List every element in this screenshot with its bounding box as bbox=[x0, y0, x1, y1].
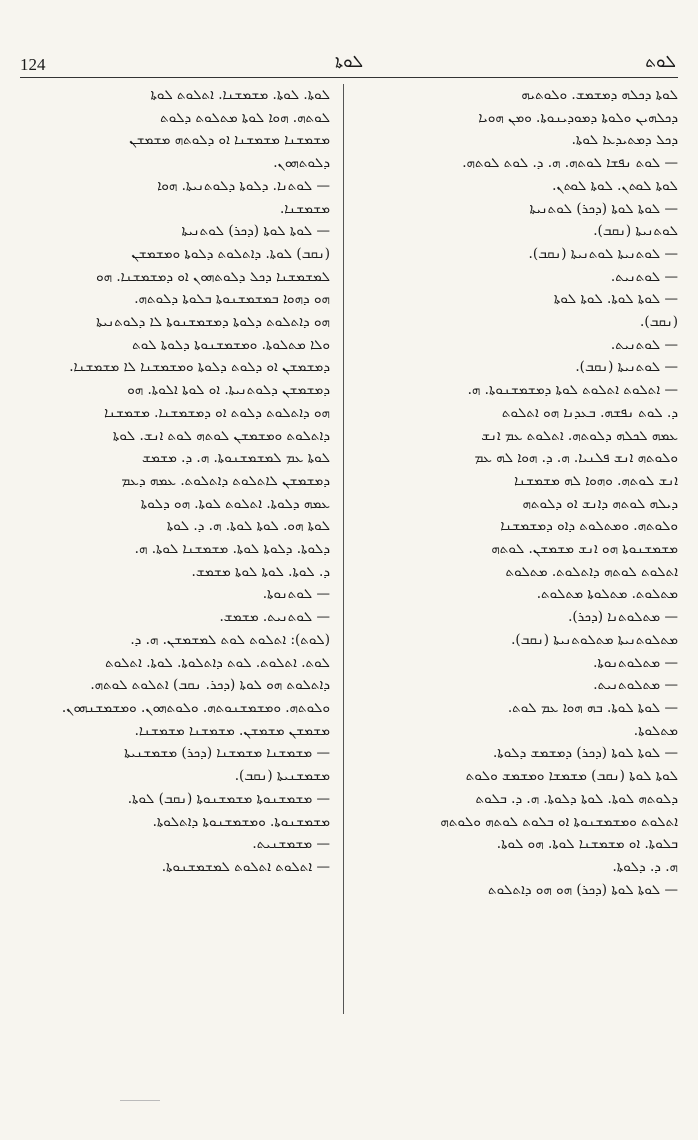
text-line: — ܠܘܬܐ ܠܘܬܐ (ܕܟܪ) ܕܡܫܡܫ ܕܠܘܬܐ. bbox=[493, 745, 678, 762]
text-line: ܘܠܘܬܗ. ܘܡܬܠܘܬ ܕܐܘ ܕܡܫܡܫܢܐ bbox=[500, 518, 678, 535]
text-line: ܡܫܡܫܢܐ ܡܫܡܫܢܐ ܐܘ ܕܠܘܬܗ ܡܫܡܫܢ bbox=[129, 132, 330, 149]
text-line: ܕܝܠܗ ܠܘܬܗ ܕܐܢܫ ܐܘ ܕܠܘܬܗ bbox=[522, 495, 678, 512]
text-line: (ܢܩܒ) ܠܘܬܐ. ܕܐܬܠܘܬ ܕܠܘܬܐ ܘܡܫܡܫܢ bbox=[131, 245, 330, 262]
text-line: ܡܫܡܫܢܐ. bbox=[279, 200, 330, 217]
text-line: ܠܘܬܐ. ܠܘܬܐ. ܡܫܡܫܢܐ. ܐܬܠܘܬ ܠܘܬܐ bbox=[150, 87, 330, 103]
text-line: — ܡܫܡܫܢܘܬܐ ܡܫܡܫܢܘܬܐ (ܢܩܒ) ܠܘܬܐ. bbox=[127, 790, 330, 807]
text-line: ܠܘܬܐ ܗܘ. ܠܘܬܐ ܠܘܬܐ. ܗ. ܕ. ܠܘܬܐ bbox=[166, 518, 330, 535]
text-line: ܕܠܘܬܐ. ܕܠܘܬܐ ܠܘܬܐ. ܡܫܡܫܢܐ ܠܘܬܐ. ܗ. bbox=[134, 541, 330, 558]
text-line: — ܐܬܠܘܬ ܐܬܠܘܬ ܠܘܬܐ ܕܡܫܡܫܢܘܬܐ. ܗ. bbox=[467, 382, 678, 399]
text-line: — ܠܘܬܐ ܠܘܬܐ (ܕܟܪ) ܠܘܬܢܝܬܐ bbox=[181, 223, 330, 240]
text-line: ܗܘ ܕܐܬܠܘܬ ܕܠܘܬܐ ܕܡܫܡܫܢܘܬܐ ܠܐ ܕܠܘܬܢܝܬܐ bbox=[96, 314, 330, 331]
text-line: ܕܡܫܡܫܢ ܐܘ ܕܠܘܬ ܕܠܘܬܐ ܘܡܫܡܫܢܐ ܠܐ ܡܫܡܫܢܐ. bbox=[69, 359, 330, 376]
text-line: — ܐܬܠܘܬ ܐܬܠܘܬ ܠܡܫܡܫܢܘܬܐ. bbox=[161, 858, 330, 875]
text-line: ܘܠܐ ܡܬܠܘܬܐ. ܘܡܫܡܫܢܘܬܐ ܕܠܘܬܐ ܠܘܬ bbox=[132, 336, 330, 353]
text-line: ܥܡܗ ܠܟܠܗ ܕܠܘܬܗ. ܐܬܠܘܬ ܥܡ ܐܢܫ bbox=[481, 427, 678, 444]
text-line: — ܠܘܬܢܘܬܐ. bbox=[262, 586, 330, 603]
text-line: — ܠܘܬܢܐ. ܕܠܘܬܐ ܕܠܘܬܢܝܬܐ. ܗܘܐ bbox=[157, 177, 330, 194]
text-line: — ܠܘܬܐ ܠܘܬܐ. ܒܗ ܗܘܐ ܥܡ ܠܘܬ. bbox=[507, 699, 678, 716]
text-line: — ܠܘܬܢܝܬܐ (ܢܩܒ). bbox=[575, 359, 678, 376]
text-line: ܠܘܬܐ ܠܘܬܐ (ܢܩܒ) ܡܫܡܫܐ ܘܡܫܡܫ ܘܠܘܬ bbox=[465, 768, 678, 785]
running-title: ܠܘܬܐ bbox=[334, 52, 364, 72]
text-line: ܗܘ ܕܗܘܐ ܒܡܫܡܫܢܘܬܐ ܒܠܘܬܐ ܕܠܘܬܗ. bbox=[134, 291, 330, 308]
text-line: — ܡܬܠܘܬܢܘܬܐ. bbox=[593, 654, 678, 671]
text-line: ܘܠܘܬܗ. ܘܡܫܡܫܢܘܬܗ. ܘܠܘܬܗܘܢ. ܘܡܫܡܫܢܗܘܢ. bbox=[61, 699, 330, 716]
text-line: ܥܡܗ ܕܠܘܬܐ. ܐܬܠܘܬ ܠܘܬܐ. ܗܘ ܕܠܘܬܐ bbox=[140, 495, 330, 512]
text-line: ܕܟܠ ܕܡܬܝܕܥܐ ܠܘܬܐ. bbox=[571, 132, 678, 149]
text-line: ܕ. ܠܘܬܐ. ܠܘܬܐ ܠܘܬܐ ܡܫܡܫ. bbox=[191, 563, 330, 580]
text-line: ܡܫܡܫܢܝܬܐ (ܢܩܒ). bbox=[234, 768, 330, 785]
text-line: ܕܟܠܗܝܢ ܘܠܘܬܐ ܕܡܘܕܝܢܘܬܐ. ܘܡܢ ܗܘܝܐ bbox=[478, 109, 678, 126]
text-line: ܐܬܠܘܬ ܘܡܫܡܫܢܘܬܐ ܐܘ ܒܠܘܬ ܠܘܬܗ ܘܠܘܬܗ bbox=[440, 813, 678, 830]
text-line: ܠܘܬ. ܐܬܠܘܬ. ܠܘܬ ܕܐܬܠܘܬܐ. ܠܘܬܐ. ܐܬܠܘܬ bbox=[105, 654, 330, 671]
text-line: ܠܘܬܗ. ܗܘܐ ܠܘܬܐ ܡܬܠܘܬ ܕܠܘܬ bbox=[160, 109, 330, 126]
column-divider bbox=[343, 84, 344, 1014]
text-line: ܗ. ܕ. ܕܠܘܬܐ. bbox=[612, 858, 678, 875]
running-title-right: ܠܘܬ bbox=[645, 52, 676, 72]
text-line: ܡܫܡܫܢܘܬܐ ܗܘ ܐܢܫ ܡܫܡܫܢ. ܠܘܬܗ bbox=[491, 541, 678, 558]
text-line: — ܡܬܠܘܬܢܝܬ. bbox=[593, 677, 678, 694]
text-line: ܕܐܬܠܘܬ ܗܘ ܠܘܬܐ (ܕܟܪ. ܢܩܒ) ܐܬܠܘܬ ܠܘܬܗ. bbox=[90, 677, 330, 694]
text-line: ܐܬܠܘܬ ܠܘܬܗ ܕܐܬܠܘܬ. ܡܬܠܘܬ bbox=[505, 563, 678, 580]
text-line: ܕܡܫܡܫܢ ܠܐܬܠܘܬ ܕܐܬܠܘܬ. ܥܡܗ ܕܥܡ bbox=[121, 472, 330, 489]
text-line: ܠܡܫܡܫܢܐ ܕܟܠ ܕܠܘܬܗܘܢ ܐܘ ܕܡܫܡܫܢܐ. ܗܘ bbox=[96, 268, 330, 285]
text-line: ܡܬܠܘܬܐ. bbox=[633, 722, 678, 739]
text-line: — ܡܬܠܘܬܢܐ (ܕܟܪ). bbox=[568, 609, 678, 626]
right-column bbox=[356, 84, 678, 901]
text-line: ܡܬܠܘܬ. ܡܬܠܘܬܐ ܡܬܠܘܬ. bbox=[536, 586, 678, 603]
text-line: — ܡܫܡܫܢܝܬ. bbox=[252, 836, 330, 853]
text-line: — ܠܘܬ ܢܦܫܐ ܠܘܬܗ. ܗ. ܕ. ܠܘܬ ܠܘܬܗ. bbox=[462, 155, 678, 172]
text-line: ܕ. ܠܘܬ ܢܦܫܗ. ܒܥܕܢܐ ܗܘ ܐܬܠܘܬ bbox=[501, 404, 678, 421]
text-line: ܕܐܬܠܘܬ ܘܡܫܡܫܢ ܠܘܬܗ ܠܘܬ ܐܢܫ. ܠܘܬܐ bbox=[112, 427, 330, 444]
text-line: ܠܘܬܐ ܠܘܬܢ. ܠܘܬܐ ܠܘܬܢ. bbox=[552, 177, 678, 194]
text-line: ܠܘܬܐ ܕܟܠܗ ܕܡܫܡܫ. ܘܠܘܬܝܗ bbox=[521, 87, 678, 103]
text-line: ܒܠܘܬܐ. ܐܘ ܡܫܡܫܢܐ ܠܘܬܐ. ܗܘ ܠܘܬܐ. bbox=[496, 836, 678, 853]
text-line: — ܠܘܬܐ ܠܘܬܐ (ܕܟܪ) ܠܘܬܢܝܬܐ bbox=[529, 200, 678, 217]
text-line: — ܠܘܬܢܝܬ. ܡܫܡܫ. bbox=[219, 609, 330, 626]
text-line: — ܠܘܬܢܝܬ. bbox=[610, 336, 678, 353]
text-line: — ܠܘܬܢܝܬ. bbox=[610, 268, 678, 285]
text-line: ܕܡܫܡܫܢ ܕܠܘܬܢܝܬܐ. ܐܘ ܠܘܬܐ ܐܠܘܬܐ. ܗܘ bbox=[127, 382, 330, 399]
text-line: — ܠܘܬܐ ܠܘܬܐ (ܕܟܪ) ܗܘ ܗܘ ܕܐܬܠܘܬ bbox=[488, 881, 678, 898]
text-line: ܐܢܫ ܠܘܬܗ. ܘܗܘܐ ܠܗ ܡܫܡܫܢܐ bbox=[514, 472, 678, 489]
page-number: 124 bbox=[20, 55, 46, 74]
text-line: ܗܘ ܕܐܬܠܘܬ ܕܠܘܬ ܐܘ ܕܡܫܡܫܢܐ. ܡܫܡܫܢܐ bbox=[104, 404, 330, 421]
bottom-mark bbox=[120, 1100, 160, 1101]
text-line: ܡܫܡܫܢܘܬܐ. ܘܡܫܡܫܢܘܬܐ ܕܐܬܠܘܬܐ. bbox=[152, 813, 330, 830]
text-line: ܕܠܘܬܗ ܠܘܬܐ. ܠܘܬܐ ܕܠܘܬܐ. ܗ. ܕ. ܒܠܘܬ bbox=[475, 790, 678, 807]
text-line: — ܠܘܬܐ ܠܘܬܐ. ܠܘܬܐ ܠܘܬܐ bbox=[553, 291, 678, 308]
text-line: ܘܠܘܬܗ ܐܢܫ ܦܠܢܝܐ. ܗ. ܕ. ܗܘܐ ܠܗ ܥܡ bbox=[474, 450, 678, 467]
text-line: — ܠܘܬܢܝܬܐ ܠܘܬܢܝܬܐ (ܢܩܒ). bbox=[528, 245, 678, 262]
text-line: ܡܬܠܘܬܢܝܬܐ ܡܬܠܘܬܢܝܬܐ (ܢܩܒ). bbox=[511, 631, 678, 648]
text-line: ܕܠܘܬܗܘܢ. bbox=[273, 155, 330, 172]
text-line: — ܡܫܡܫܢܐ ܡܫܡܫܢܐ (ܕܟܪ) ܡܫܡܫܢܝܬܐ bbox=[124, 745, 330, 762]
text-line: ܠܘܬܢܝܬܐ (ܢܩܒ). bbox=[593, 223, 678, 240]
header-rule bbox=[20, 77, 678, 78]
text-line: (ܠܘܬ): ܐܬܠܘܬ ܠܘܬ ܠܡܫܡܫܢ. ܗ. ܕ. bbox=[130, 631, 330, 648]
text-line: ܡܫܡܫܢ ܡܫܡܫܢ. ܡܫܡܫܢܐ ܡܫܡܫܢܐ. bbox=[134, 722, 330, 739]
left-column bbox=[18, 84, 330, 879]
text-line: ܠܘܬܐ ܥܡ ܠܡܫܡܫܢܘܬܐ. ܗ. ܕ. ܡܫܡܫ bbox=[141, 450, 330, 467]
text-line: (ܢܩܒ). bbox=[640, 314, 678, 331]
